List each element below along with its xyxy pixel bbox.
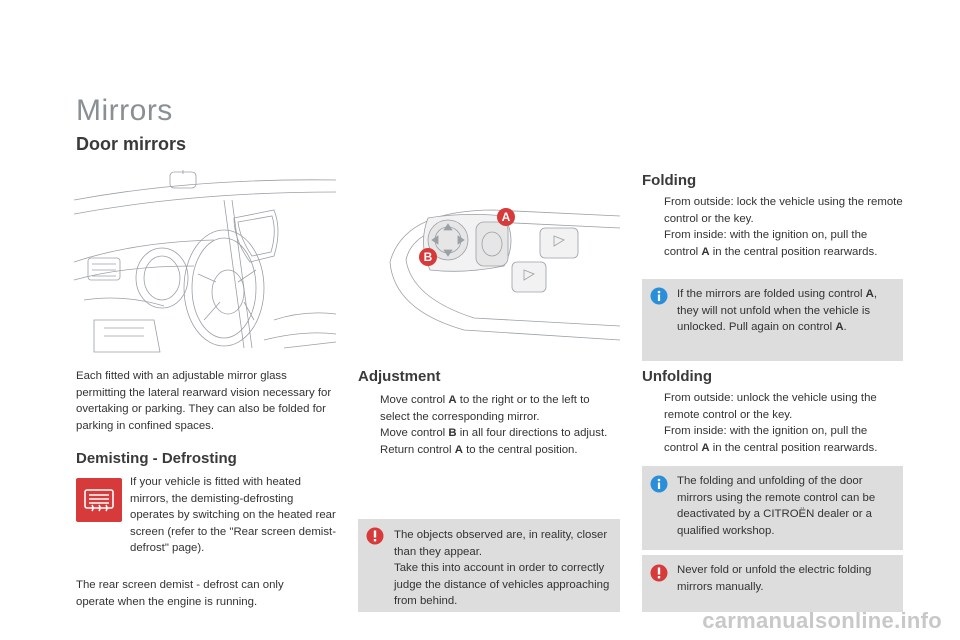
control-b-marker xyxy=(418,247,438,267)
unfolding-warning-box xyxy=(642,555,903,612)
page-title: Mirrors xyxy=(76,94,173,127)
demisting-heading: Demisting - Defrosting xyxy=(76,450,237,467)
folding-heading: Folding xyxy=(642,172,697,189)
control-a-label: A xyxy=(501,210,511,225)
info-icon xyxy=(650,475,668,498)
unfolding-info-text: The folding and unfolding of the door mirrors using the remote control can be deactivated by a CITROËN dealer or a qualified workshop. xyxy=(677,475,876,537)
dashboard-illustration xyxy=(74,170,336,358)
list-item: From inside: with the ignition on, pull the control A in the central position rearwards. xyxy=(664,425,878,454)
warning-icon xyxy=(366,527,384,550)
unfolding-info-box xyxy=(642,466,903,550)
list-item: From outside: unlock the vehicle using the remote control or the key. xyxy=(664,392,877,421)
folding-info-text: If the mirrors are folded using control A, they will not unfold when the vehicle is unlocked. Pull again on control A. xyxy=(677,288,878,333)
list-item: From inside: with the ignition on, pull the control A in the central position rearwards. xyxy=(664,229,878,258)
rear-screen-demist-icon xyxy=(76,478,122,522)
unfolding-heading: Unfolding xyxy=(642,368,712,385)
info-icon xyxy=(650,287,668,310)
demisting-note: The rear screen demist - defrost can only operate when the engine is running. xyxy=(76,579,284,608)
warning-icon xyxy=(650,564,668,587)
intro-paragraph: Each fitted with an adjustable mirror glass permitting the lateral rearward vision necessary for overtaking or parking. They can also be folded for parking in confined spaces. xyxy=(76,370,332,432)
adjustment-warning-text: The objects observed are, in reality, closer than they appear. Take this into account in order to correctly judge the distance of vehicles approaching from behind. xyxy=(394,529,610,607)
watermark: carmanualsonline.info xyxy=(702,608,942,633)
control-b-label: B xyxy=(423,250,433,265)
adjustment-warning-box xyxy=(358,519,620,612)
section-title: Door mirrors xyxy=(76,134,187,154)
unfolding-list xyxy=(642,390,904,456)
list-item: Move control A to the right or to the left to select the corresponding mirror. xyxy=(380,394,590,423)
list-item: Return control A to the central position. xyxy=(380,443,578,456)
unfolding-warning-text: Never fold or unfold the electric folding mirrors manually. xyxy=(677,564,872,593)
adjustment-list xyxy=(358,392,613,458)
adjustment-heading: Adjustment xyxy=(358,368,441,385)
folding-list xyxy=(642,194,904,260)
list-item: From outside: lock the vehicle using the remote control or the key. xyxy=(664,196,903,225)
control-a-marker xyxy=(496,207,516,227)
demisting-paragraph: If your vehicle is fitted with heated mirrors, the demisting-defrosting operates by switching on the heated rear screen (refer to the "Rear screen demist-defrost" page). xyxy=(130,476,336,554)
list-item: Move control B in all four directions to adjust. xyxy=(380,427,608,439)
folding-info-box xyxy=(642,279,903,361)
